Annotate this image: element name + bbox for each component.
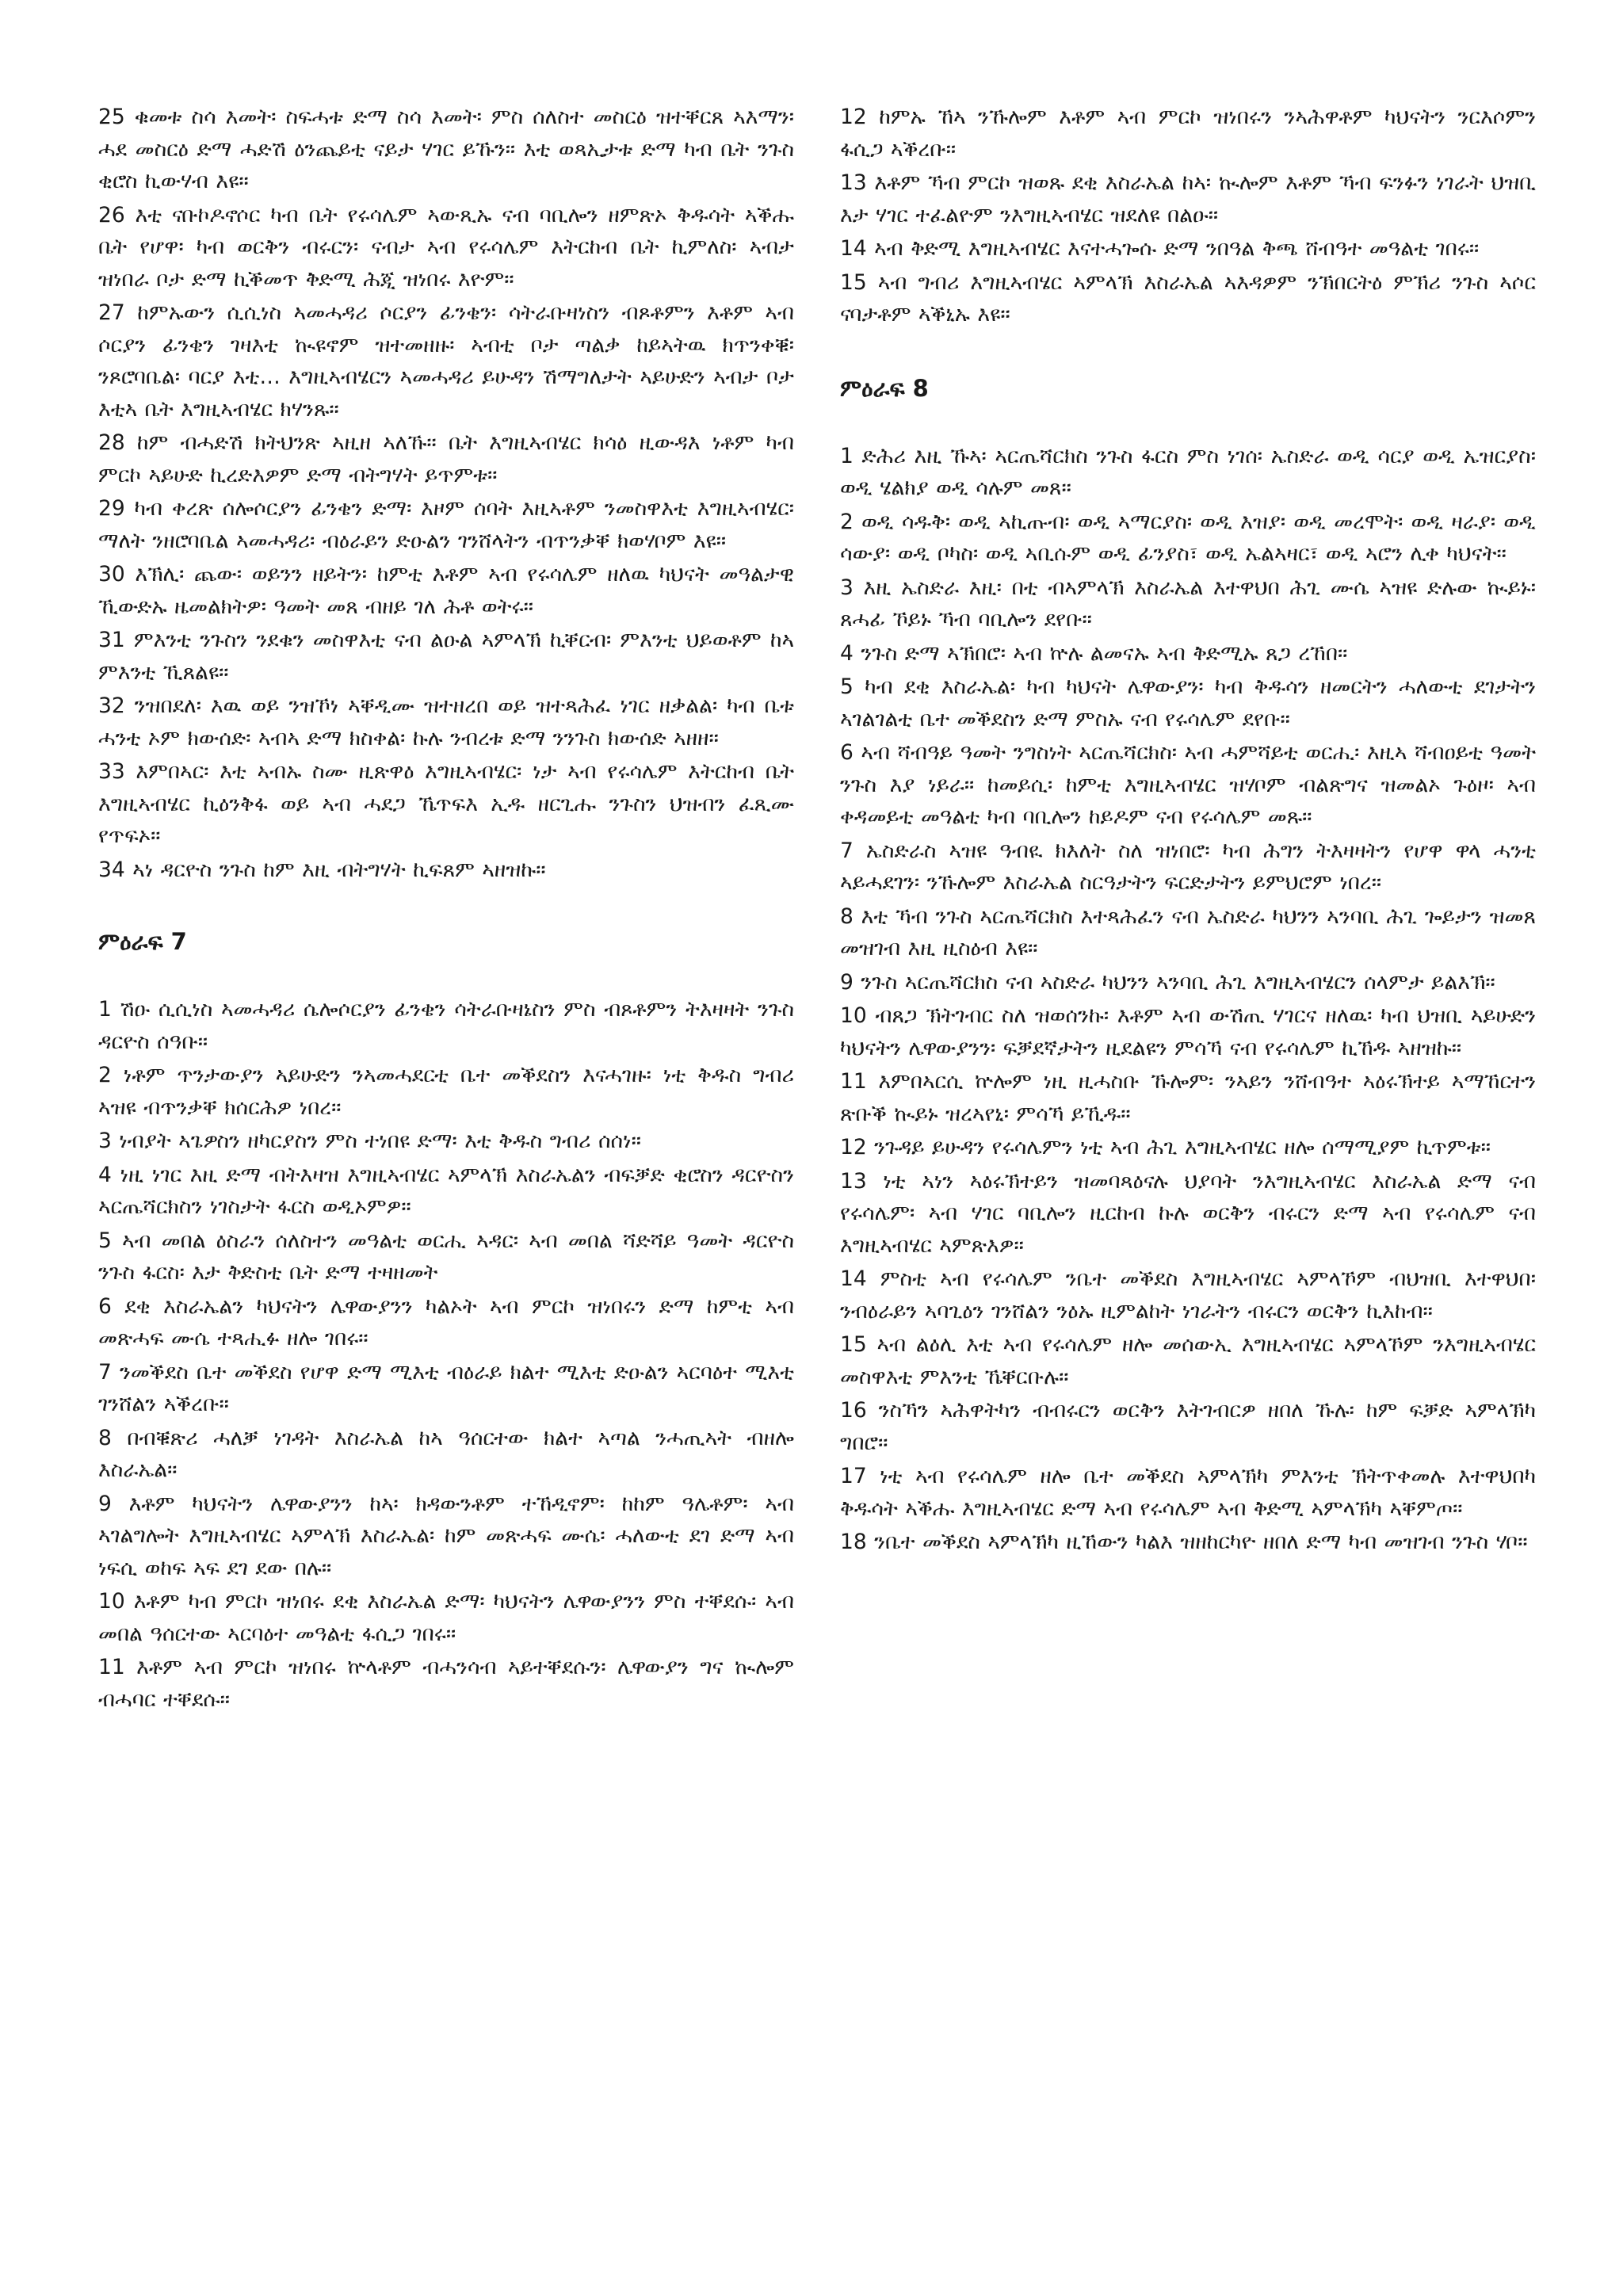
verse: 7 ኤስድራስ ኣዝዩ ዓብዪ ክእለት ስለ ዝነበሮ፡ ካብ ሕግን ትእዛዛትን የሆዋ ዋላ ሓንቲ ኣይሓደገን፡ ንኹሎም እስራኤል ስርዓታትን ፍርድታትን ይምህሮም ነበረ። <box>840 838 1536 895</box>
verse: 16 ንስኻን ኣሕዋትካን ብብሩርን ወርቅን እትገብርዎ ዘበለ ኹሉ፡ ከም ፍቓድ ኣምላኽካ ግበሮ። <box>840 1398 1536 1455</box>
verse: 12 ከምኡ ኸኣ ንኹሎም እቶም ኣብ ምርኮ ዝነበሩን ንኣሕዋቶም ካህናትን ንርእሶምን ፋሲጋ ኣቕረቡ። <box>840 105 1536 162</box>
verse: 3 እዚ ኤስድራ እዚ፡ በቲ ብኣምላኽ እስራኤል እተዋህበ ሕጊ ሙሴ ኣዝዩ ድሉው ኲይኑ፡ ጸሓፊ ኾይኑ ኻብ ባቢሎን ደየቡ። <box>840 575 1536 632</box>
verse: 14 ምስቲ ኣብ የሩሳሌም ንቤተ መቕደስ እግዚኣብሄር ኣምላኾም ብህዝቢ እተዋህበ፡ ንብዕራይን ኣባጊዕን ገንሸልን ንዕኡ ዚምልከት ነገራትን ብሩርን ወርቅን ኪእከብ። <box>840 1266 1536 1324</box>
verse-list-chapter-7-end <box>840 101 1536 331</box>
verse: 6 ደቂ እስራኤልን ካህናትን ሌዋውያንን ካልኦት ኣብ ምርኮ ዝነበሩን ድማ ከምቲ ኣብ መጽሓፍ ሙሴ ተጻሒፉ ዘሎ ገበሩ። <box>98 1293 794 1350</box>
verse: 12 ንጉዳይ ይሁዳን የሩሳሌምን ነቲ ኣብ ሕጊ እግዚኣብሄር ዘሎ ሰማሚያም ኪጥምቱ። <box>840 1135 1491 1159</box>
verse: 18 ንቤተ መቕደስ ኣምላኽካ ዚኸውን ካልእ ዝዘከርካዮ ዘበለ ድማ ካብ መዝገብ ንጉስ ሃቦ። <box>840 1530 1528 1554</box>
verse-list-chapter-6-end <box>98 101 794 886</box>
verse: 2 ነቶም ጥንታውያን ኣይሁድን ንኣመሓደርቲ ቤተ መቕደስን እናሓገዙ፡ ነቲ ቅዱስ ግብሪ ኣዝዩ ብጥንቃቐ ክሰርሕዎ ነበረ። <box>98 1063 794 1120</box>
left-column <box>98 101 794 1717</box>
verse: 25 ቁመቱ ስሳ እመት፡ ስፍሓቱ ድማ ስሳ እመት፡ ምስ ሰለስተ መስርዕ ዝተቐርጸ ኣእማን፡ ሓደ መስርዕ ድማ ሓድሽ ዕንጨይቲ ናይታ ሃገር ይኹን። እቲ ወጻኢታቱ ድማ ካብ ቤት ንጉስ ቂሮስ ኪውሃብ እዩ። <box>98 105 794 193</box>
verse: 15 ኣብ ልዕሊ እቲ ኣብ የሩሳሌም ዘሎ መሰውኢ እግዚኣብሄር ኣምላኾም ንእግዚኣብሄር መስዋእቲ ምእንቲ ኼቐርቡሉ። <box>840 1332 1536 1389</box>
verse: 11 እምበኣርሲ ኵሎም ነዚ ዚሓስቡ ኹሎም፡ ንኣይን ንሸብዓተ ኣዕሩኽተይ ኣማኸርተን ጽቡቕ ኲይኑ ዝረኣየኒ፡ ምሳኻ ይኺዱ። <box>840 1069 1536 1126</box>
verse: 34 ኣነ ዳርዮስ ንጉስ ከም እዚ ብትግሃት ኪፍጸም ኣዘዝኩ። <box>98 857 546 882</box>
verse: 14 ኣብ ቅድሚ እግዚኣብሄር እናተሓጐሱ ድማ ንበዓል ቅጫ ሸብዓተ መዓልቲ ገበሩ። <box>840 236 1480 261</box>
chapter-heading: ምዕራፍ 8 <box>840 374 929 402</box>
verse: 31 ምእንቲ ንጉስን ንደቁን መስዋእቲ ናብ ልዑል ኣምላኽ ኪቐርብ፡ ምእንቲ ህይወቶም ከኣ ምእንቲ ኺጸልዩ። <box>98 628 794 685</box>
verse: 15 ኣብ ግብሪ እግዚኣብሄር ኣምላኽ እስራኤል ኣእዳዎም ንኽበርትዕ ምኽሪ ንጉስ ኣሶር ናባታቶም ኣቕኒኡ እዩ። <box>840 269 1536 327</box>
verse: 4 ንጉስ ድማ ኣኽበሮ፡ ኣብ ኵሉ ልመናኡ ኣብ ቅድሚኡ ጸጋ ረኸበ። <box>840 640 1348 666</box>
verse: 7 ንመቕደስ ቤተ መቕደስ የሆዋ ድማ ሚእቲ ብዕራይ ክልተ ሚእቲ ድዑልን ኣርባዕተ ሚእቲ ገንሸልን ኣቕረቡ። <box>98 1359 794 1416</box>
verse: 10 ብጸጋ ኽትገብር ስለ ዝወሰንኩ፡ እቶም ኣብ ውሽጢ ሃገርና ዘለዉ፡ ካብ ህዝቢ ኣይሁድን ካህናትን ሌዋውያንን፡ ፍቓደኛታትን ዚደልዩን ምሳኻ ናብ የሩሳሌም ኪኸዱ ኣዘዝኩ። <box>840 1003 1536 1060</box>
verse: 9 ንጉስ ኣርጤሻርክስ ናብ ኣስድራ ካህንን ኣንባቢ ሕጊ እግዚኣብሄርን ሰላምታ ይልእኽ። <box>840 969 1495 995</box>
verse: 2 ወዲ ሳዱቅ፡ ወዲ ኣኪጡብ፡ ወዲ ኣማርያስ፡ ወዲ እዝያ፡ ወዲ መረሞት፡ ወዲ ዛራያ፡ ወዲ ሳውያ፡ ወዲ ቦካስ፡ ወዲ ኣቢሱም ወዲ ፊንያስ፣ ወዲ ኤልኣዛር፣ ወዲ ኣሮን ሊቀ ካህናት። <box>840 509 1536 566</box>
verse: 8 በብቑጽሪ ሓለቓ ነገዳት እስራኤል ከኣ ዓሰርተው ክልተ ኣጣል ንሓጢኣት ብዘሎ እስራኤል። <box>98 1425 794 1482</box>
chapter-heading: ምዕራፍ 7 <box>98 928 187 955</box>
verse: 30 እኽሊ፡ ጨው፡ ወይንን ዘይትን፡ ከምቲ እቶም ኣብ የሩሳሌም ዘለዉ ካህናት መዓልታዊ ኺውድኡ ዜመልክትዎ፡ ዓመት መጸ ብዘይ ገለ ሕቶ ወትሩ። <box>98 562 794 619</box>
verse-list-chapter-7 <box>98 994 794 1716</box>
right-column <box>840 101 1536 1561</box>
verse: 13 እቶም ኻብ ምርኮ ዝወጹ ደቂ እስራኤል ከኣ፡ ኲሎም እቶም ኻብ ፍንፉን ነገራት ህዝቢ እታ ሃገር ተፈልዮም ንእግዚኣብሄር ዝደለዩ በልዑ። <box>840 170 1536 227</box>
verse-list-chapter-8 <box>840 441 1536 1559</box>
verse: 13 ነቲ ኣነን ኣዕሩኽተይን ዝመባጻዕናሉ ህያባት ንእግዚኣብሄር እስራኤል ድማ ናብ የሩሳሌም፡ ኣብ ሃገር ባቢሎን ዚርከብ ኩሉ ወርቅን ብሩርን ድማ ኣብ የሩሳሌም ናብ እግዚኣብሄር ኣምጽእዎ። <box>840 1168 1536 1258</box>
verse: 5 ካብ ደቂ እስራኤል፡ ካብ ካህናት ሌዋውያን፡ ካብ ቅዱሳን ዘመርትን ሓለውቲ ደገታትን ኣገልገልቲ ቤተ መቕደስን ድማ ምስኡ ናብ የሩሳሌም ደየቡ። <box>840 674 1536 732</box>
verse: 27 ከምኡውን ሲሲነስ ኣመሓዳሪ ሶርያን ፊንቄን፡ ሳትራቡዛነስን ብጾቶምን እቶም ኣብ ሶርያን ፊንቄን ገዛእቲ ኲዩኖም ዝተመዘዙ፡ ኣብቲ ቦታ ጣልቃ ከይኣትዉ ክጥንቀቑ፡ ንጾሮባቤል፡ ባርያ እቲ… እግዚኣብሄርን ኣመሓዳሪ ይሁዳን ሽማግለታት ኣይሁድን ኣብታ ቦታ እቲኣ ቤት እግዚኣብሄር ክሃንጹ። <box>98 300 794 422</box>
verse: 11 እቶም ኣብ ምርኮ ዝነበሩ ኵላቶም ብሓንሳብ ኣይተቐደሱን፡ ሌዋውያን ግና ኲሎም ብሓባር ተቐደሱ። <box>98 1655 794 1712</box>
verse: 9 እቶም ካህናትን ሌዋውያንን ከኣ፡ ክዳውንቶም ተኸዲኖም፡ ከከም ዓሌቶም፡ ኣብ ኣገልግሎት እግዚኣብሄር ኣምላኽ እስራኤል፡ ከም መጽሓፍ ሙሴ፡ ሓለውቲ ደገ ድማ ኣብ ነፍሲ ወከፍ ኣፍ ደገ ደው በሉ። <box>98 1491 794 1580</box>
verse: 5 ኣብ መበል ዕስራን ሰለስተን መዓልቲ ወርሒ ኣዳር፡ ኣብ መበል ሻድሻይ ዓመት ዳርዮስ ንጉስ ፋርስ፡ እታ ቅድስቲ ቤት ድማ ተዛዘመት <box>98 1228 794 1285</box>
verse: 4 ነዚ ነገር እዚ ድማ ብትእዛዝ እግዚኣብሄር ኣምላኽ እስራኤልን ብፍቓድ ቂሮስን ዳርዮስን ኣርጤሻርክስን ነገስታት ፋርስ ወዲኦምዎ። <box>98 1162 794 1219</box>
verse: 17 ነቲ ኣብ የሩሳሌም ዘሎ ቤተ መቕደስ ኣምላኽካ ምእንቲ ኽትጥቀመሉ እተዋህበካ ቅዱሳት ኣቕሑ እግዚኣብሄር ድማ ኣብ የሩሳሌም ኣብ ቅድሚ ኣምላኽካ ኣቐምጦ። <box>840 1464 1536 1521</box>
verse: 26 እቲ ናቡኮዶኖሶር ካብ ቤት የሩሳሌም ኣውጺኡ ናብ ባቢሎን ዘምጽኦ ቅዱሳት ኣቕሑ ቤት የሆዋ፡ ካብ ወርቅን ብሩርን፡ ናብታ ኣብ የሩሳሌም እትርከብ ቤት ኪምለስ፡ ኣብታ ዝነበራ ቦታ ድማ ኪቕመጥ ቅድሚ ሕጂ ዝነበሩ እዮም። <box>98 202 794 292</box>
verse: 6 ኣብ ሻብዓይ ዓመት ንግስነት ኣርጤሻርክስ፡ ኣብ ሓምሻይቲ ወርሒ፡ እዚኣ ሻብዐይቲ ዓመት ንጉስ እያ ነይራ። ከመይሲ፡ ከምቲ እግዚኣብሄር ዝሃቦም ብልጽግና ዝመልኦ ጉዕዞ፡ ኣብ ቀዳመይቲ መዓልቲ ካብ ባቢሎን ከይዶም ናብ የሩሳሌም መጹ። <box>840 740 1536 829</box>
verse: 33 እምበኣር፡ እቲ ኣብኡ ስሙ ዚጽዋዕ እግዚኣብሄር፡ ነታ ኣብ የሩሳሌም እትርከብ ቤት እግዚኣብሄር ኪዕንቅፋ ወይ ኣብ ሓደጋ ኼጥፍእ ኢዱ ዘርጊሑ ንጉስን ህዝብን ፈጺሙ የጥፍኦ። <box>98 759 794 848</box>
verse: 32 ንዝበደለ፡ እዉ ወይ ንዝኾነ ኣቐዲሙ ዝተዘረበ ወይ ዝተጻሕፈ ነገር ዘቃልል፡ ካብ ቤቱ ሓንቲ ኦም ክውሰድ፡ ኣብኣ ድማ ክስቀል፡ ኩሉ ንብረቱ ድማ ንንጉስ ክውሰድ ኣዘዘ። <box>98 693 794 751</box>
verse: 28 ከም ብሓድሽ ክትህንጽ ኣዚዘ ኣለኹ። ቤት እግዚኣብሄር ክሳዕ ዚውዳእ ነቶም ካብ ምርኮ ኣይሁድ ኪረድእዎም ድማ ብትግሃት ይጥምቱ። <box>98 430 794 487</box>
verse: 10 እቶም ካብ ምርኮ ዝነበሩ ደቂ እስራኤል ድማ፡ ካህናትን ሌዋውያንን ምስ ተቐደሱ፡ ኣብ መበል ዓሰርተው ኣርባዕተ መዓልቲ ፋሲጋ ገበሩ። <box>98 1589 794 1646</box>
verse: 1 ድሕሪ እዚ ኹኣ፡ ኣርጤሻርክስ ንጉስ ፋርስ ምስ ነገሰ፡ ኤስድራ ወዲ ሳርያ ወዲ ኤዝርያስ፡ ወዲ ሄልክያ ወዲ ሳሉም መጸ። <box>840 443 1536 500</box>
verse: 3 ነብያት ኣጌዎስን ዘካርያስን ምስ ተነበዩ ድማ፡ እቲ ቅዱስ ግብሪ ሰሰነ። <box>98 1129 641 1153</box>
verse: 1 ሽዑ ሲሲነስ ኣመሓዳሪ ሴሎሶርያን ፊንቄን ሳትራቡዛኔስን ምስ ብጾቶምን ትእዛዛት ንጉስ ዳርዮስ ሰዓቡ። <box>98 997 794 1054</box>
verse: 8 እቲ ኻብ ንጉስ ኣርጤሻርክስ እተጻሕፈን ናብ ኤስድራ ካህንን ኣንባቢ ሕጊ ጐይታን ዝመጸ መዝገብ እዚ ዚስዕብ እዩ። <box>840 904 1536 961</box>
verse: 29 ካብ ቀረጽ ሰሎሶርያን ፊንቄን ድማ፡ እዞም ሰባት እዚኣቶም ንመስዋእቲ እግዚኣብሄር፡ ማለት ንዘሮባቤል ኣመሓዳሪ፡ ብዕራይን ድዑልን ገንሸላትን ብጥንቃቐ ክወሃቦም እዩ። <box>98 496 794 553</box>
